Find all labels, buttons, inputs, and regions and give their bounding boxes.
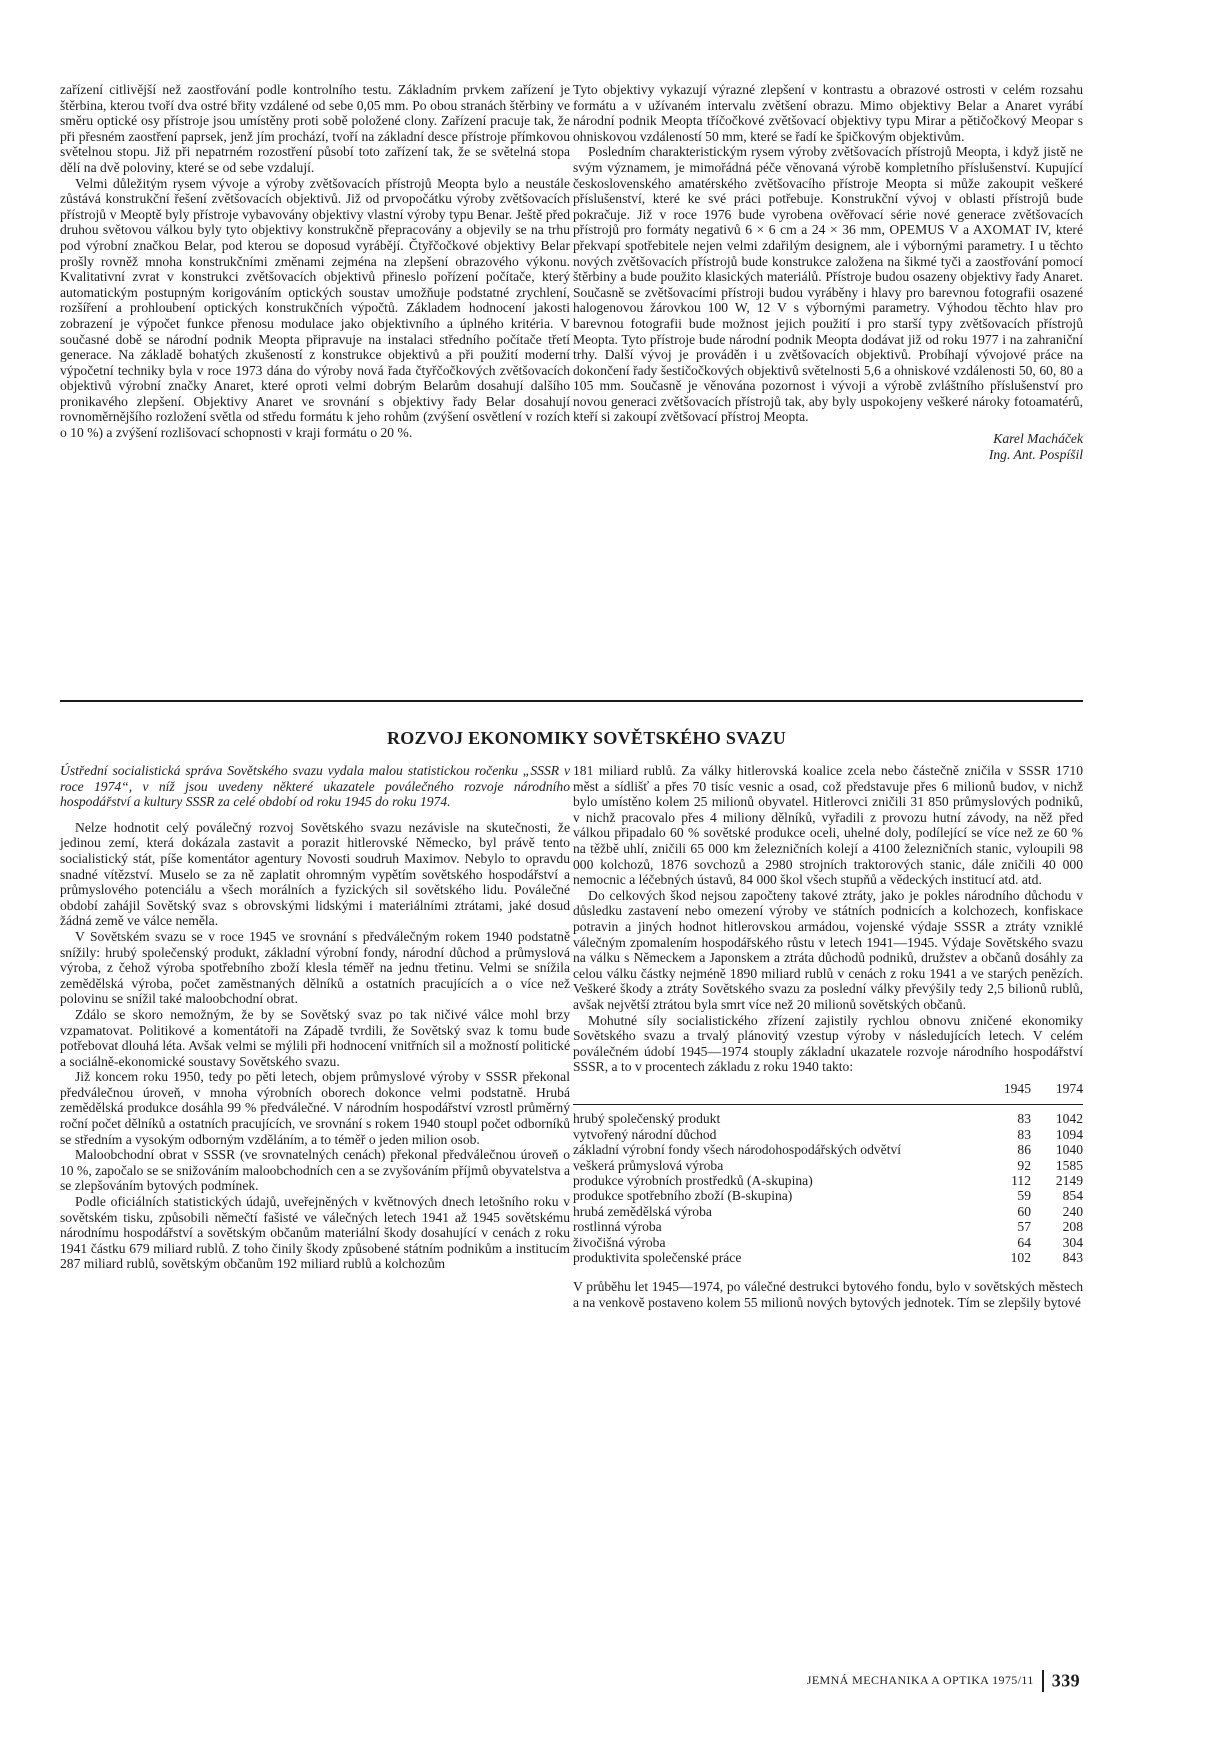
row-label: základní výrobní fondy všech národohospodářských odvětví xyxy=(573,1142,902,1158)
table-row xyxy=(573,1173,1083,1188)
value-1974: 208 xyxy=(1062,1219,1083,1235)
value-1945: 59 xyxy=(1017,1188,1031,1204)
statistics-table xyxy=(573,1081,1083,1265)
value-1974: 1585 xyxy=(1055,1157,1083,1173)
value-1974: 2149 xyxy=(1055,1172,1083,1188)
table-row xyxy=(573,1158,1083,1173)
table-header-1974: 1974 xyxy=(1031,1081,1083,1105)
article-lead: Ústřední socialistická správa Sovětského svazu vydala malou statistickou ročenku „SSSR v roce 1974“, v níž jsou uvedeny některé ukazatele poválečného rozvoje národního hospodářství a kultury SSSR za celé období od roku 1945 do roku 1974. xyxy=(60,763,570,810)
table-header-row xyxy=(573,1081,1083,1105)
top-left-column xyxy=(60,82,570,441)
row-label: veškerá průmyslová výroba xyxy=(573,1157,724,1173)
value-1945: 92 xyxy=(1017,1157,1031,1173)
top-right-column xyxy=(573,82,1083,462)
page-number: 339 xyxy=(1051,1670,1080,1691)
paragraph: Mohutné síly socialistického zřízení zajistily rychlou obnovu zničené ekonomiky Sovětského svazu a trvalý plánovitý vzestup výroby v následujících letech. V celém poválečném údobí 1945—1974 stouply základní ukazatele rozvoje národního hospodářství SSSR, a to v procentech základu z roku 1940 takto: xyxy=(573,1012,1083,1075)
footer-divider xyxy=(1042,1670,1044,1692)
paragraph: Tyto objektivy vykazují výrazné zlepšení v kontrastu a obrazové ostrosti v celém rozsahu formátu a v užívaném intervalu zvětšení obrazu. Mimo objektivy Belar a Anaret vyrábí národní podnik Meopta tříčočkové zvětšovací objektivy typu Mirar a pětičočkový Meopar s ohniskovou vzdáleností 50 mm, které se řadí ke špičkovým objektivům. xyxy=(573,82,1083,144)
value-1974: 1040 xyxy=(1055,1142,1083,1158)
paragraph: Posledním charakteristickým rysem výroby zvětšovacích přístrojů Meopta, i když jistě ne svým významem, je mimořádná péče věnovaná výrobě kompletního příslušenství. Kupující československého amatérského zvětšovacího přístroje Meopta si může zakoupit veškeré příslušenství, které ke své práci potřebuje. Konstrukční vývoj v oblasti přístrojů bude pokračuje. Již v roce 1976 bude vyrobena ověřovací série nové generace zvětšovacích přístrojů pro formáty negativů 6 × 6 cm a 24 × 36 mm, OPEMUS V a AXOMAT IV, které překvapí spotřebitele nejen velmi zdařilým designem, ale i výbornými parametry. I u těchto nových zvětšovacích přístrojů bude konstrukce založena na šikmé tyči a zaostřování pomocí štěrbiny a bude použito klasických materiálů. Přístroje budou osazeny objektivy řady Anaret. Současně se zvětšovacími přístroji budou vyráběny i hlavy pro barevnou fotografii osazené halogenovou žárovkou 100 W, 12 V s výbornými parametry. Výhodou těchto hlav pro barevnou fotografii bude možnost jejich použití i pro starší typy zvětšovacích přístrojů Meopta. Tyto přístroje bude národní podnik Meopta dodávat již od roku 1977 i na zahraniční trhy. Další vývoj je prováděn i u zvětšovacích objektivů. Probíhají vývojové práce na dokončení řady šestičočkových objektivů světelnosti 5,6 a ohniskové vzdálenosti 50, 60, 80 a 105 mm. Současně je věnována pozornost i vývoji a výrobě zvláštního příslušenství pro novou generaci zvětšovacích přístrojů tak, aby byly uspokojeny veškeré nároky fotoamatérů, kteří si zakoupí zvětšovací přístroj Meopta. xyxy=(573,144,1083,425)
table-row xyxy=(573,1188,1083,1203)
value-1945: 60 xyxy=(1017,1203,1031,1219)
section-divider xyxy=(60,700,1083,702)
table-row xyxy=(573,1235,1083,1250)
table-header-1945: 1945 xyxy=(979,1081,1031,1105)
paragraph: Nelze hodnotit celý poválečný rozvoj Sovětského svazu nezávisle na skutečnosti, že jedinou zemí, která dokázala zastavit a porazit hitlerovské Německo, byl právě tento socialistický stát, píše komentátor agentury Novosti soudruh Maximov. Nebylo to opravdu snadné vítězství. Muselo se za ně zaplatit ohromným vypětím sovětského hospodářství a průmyslového potenciálu a všech morálních a fyzických sil sovětského lidu. Poválečné období zahájil Sovětský svaz s obrovskými lidskými i materiálními ztrátami, jaké dosud žádná země ve válce neměla. xyxy=(60,819,570,929)
paragraph: Zdálo se skoro nemožným, že by se Sovětský svaz po tak ničivé válce mohl brzy vzpamatovat. Politikové a komentátoři na Západě tvrdili, že Sovětský svaz k tomu bude potřebovat dlouhá léta. Avšak velmi se mýlili při hodnocení vnitřních sil a možností politické a sociálně-ekonomické soustavy Sovětského svazu. xyxy=(60,1006,570,1069)
value-1945: 57 xyxy=(1017,1219,1031,1235)
value-1945: 83 xyxy=(1017,1126,1031,1142)
page-footer xyxy=(720,1670,1080,1692)
row-label: produkce spotřebního zboží (B-skupina) xyxy=(573,1188,793,1204)
value-1945: 83 xyxy=(1017,1111,1031,1127)
value-1974: 1094 xyxy=(1055,1126,1083,1142)
value-1945: 64 xyxy=(1017,1234,1031,1250)
value-1974: 843 xyxy=(1062,1249,1083,1265)
table-row xyxy=(573,1204,1083,1219)
value-1974: 304 xyxy=(1062,1234,1083,1250)
paragraph: Maloobchodní obrat v SSSR (ve srovnatelných cenách) překonal předválečnou úroveň o 10 %, započalo se se snižováním maloobchodních cen a se zvyšováním příjmů obyvatelstva a se zlepšováním bytových podmínek. xyxy=(60,1147,570,1194)
author-name: Karel Macháček xyxy=(993,431,1083,447)
table-row xyxy=(573,1250,1083,1265)
table-row xyxy=(573,1105,1083,1127)
paragraph: 181 miliard rublů. Za války hitlerovská koalice zcela nebo částečně zničila v SSSR 1710 měst a sídlišť a přes 70 tisíc vesnic a osad, což představuje přes 6 milionů budov, v nichž bylo umístěno kolem 25 milionů obyvatel. Hitlerovci zničili 31 850 průmyslových podniků, v nichž pracovalo přes 4 miliony dělníků, vyřadili z provozu hutní závody, na něž před válkou připadalo 60 % sovětské produkce oceli, uhelné doly, podílející se více než ze 60 % na těžbě uhlí, zničili 65 000 km železničních kolejí a 4100 železničních stanic, vyloupili 98 000 kolchozů, 1876 sovchozů a 2980 strojních traktorových stanic, dále zničili 40 000 nemocnic a léčebných ústavů, 84 000 škol všech stupňů a vědeckých institucí atd. atd. xyxy=(573,763,1083,888)
paragraph: Podle oficiálních statistických údajů, uveřejněných v květnových dnech letošního roku v sovětském tisku, způsobili němečtí fašisté ve válečných letech 1941 až 1945 sovětskému národnímu hospodářství a sovětským občanům materiální škody dosahující v cenách z roku 1941 částku 679 miliard rublů. Z toho činily škody způsobené státním podnikům a institucím 287 miliard rublů, sovětským občanům 192 miliard rublů a kolchozům xyxy=(60,1194,570,1272)
row-label: hrubá zemědělská výroba xyxy=(573,1203,712,1219)
value-1974: 1042 xyxy=(1055,1111,1083,1127)
paragraph: Již koncem roku 1950, tedy po pěti letech, objem průmyslové výroby v SSSR překonal předválečnou úroveň, v mnoha výrobních oborech dokonce velmi podstatně. Hrubá zemědělská produkce dosáhla 99 % předválečné. V národním hospodářství vzrostl průměrný roční počet dělníků a ostatních pracujících, ve srovnání s rokem 1940 stoupl počet odborníků se středním a vysokým odborným vzděláním, a to téměř o jeden milion osob. xyxy=(60,1069,570,1147)
value-1974: 854 xyxy=(1062,1188,1083,1204)
table-row xyxy=(573,1142,1083,1157)
bottom-right-column xyxy=(573,763,1083,1311)
value-1945: 102 xyxy=(1010,1249,1031,1265)
bottom-left-column xyxy=(60,763,570,1272)
journal-title: JEMNÁ MECHANIKA A OPTIKA 1975/11 xyxy=(806,1672,1034,1687)
row-label: produktivita společenské práce xyxy=(573,1249,742,1265)
row-label: vytvořený národní důchod xyxy=(573,1126,717,1142)
paragraph: zařízení citlivější než zaostřování podle kontrolního testu. Základním prvkem zařízení je štěrbina, kterou tvoří dva ostré břity vzdálené od sebe 0,05 mm. Po obou stranách štěrbiny ve směru optické osy přístroje jsou umístěny proti sobě položené clony. Zařízení pracuje tak, že při přesném zaostření paprsek, jenž jím prochází, tvoří na základní desce přístroje přímkovou světelnou stopu. Již při nepatrném rozostření působí toto zařízení tak, že se světelná stopa dělí na dvě poloviny, které se od sebe vzdalují. xyxy=(60,82,570,175)
paragraph: V Sovětském svazu se v roce 1945 ve srovnání s předválečným rokem 1940 podstatně snížily: hrubý společenský produkt, základní výrobní fondy, národní důchod a průmyslová výroba, z čehož výroba spotřebního zboží klesla téměř na jednu třetinu. Velmi se snížila zemědělská výroba, počet zaměstnaných dělníků a ostatních pracujících a o více než polovinu se snížil také maloobchodní obrat. xyxy=(60,928,570,1007)
paragraph: V průběhu let 1945—1974, po válečné destrukci bytového fondu, bylo v sovětských městech a na venkově postaveno kolem 55 milionů nových bytových jednotek. Tím se zlepšily bytové xyxy=(573,1279,1083,1310)
table-row xyxy=(573,1127,1083,1142)
value-1945: 86 xyxy=(1017,1142,1031,1158)
paragraph: Do celkových škod nejsou započteny takové ztráty, jako je pokles národního důchodu v důsledku zastavení nebo omezení výroby ve státních podnicích a kolchozech, konfiskace potravin a jiných hodnot hitlerovskou armádou, vojenské výdaje SSSR a ztráty vzniklé válečným zpomalením hospodářského růstu v letech 1941—1945. Výdaje Sovětského svazu na válku s Německem a Japonskem a ztráta důchodů podniků, družstev a občanů dosáhly za celou válku částky nejméně 1890 miliard rublů v cenách z roku 1941 a ve starých penězích. Veškeré škody a ztráty Sovětského svazu za poslední války převýšily tedy 2,5 bilionů rublů, avšak největší ztrátou byla smrt více než 20 milionů sovětských občanů. xyxy=(573,887,1083,1012)
row-label: rostlinná výroba xyxy=(573,1219,662,1235)
table-header-label xyxy=(573,1081,979,1105)
article-headline: ROZVOJ EKONOMIKY SOVĚTSKÉHO SVAZU xyxy=(386,728,787,748)
value-1974: 240 xyxy=(1062,1203,1083,1219)
paragraph: Velmi důležitým rysem vývoje a výroby zvětšovacích přístrojů Meopta bylo a neustále zůstává konstrukční řešení zvětšovacích objektivů. Již od prvopočátku výroby zvětšovacích přístrojů v Meoptě byly přístroje vybavovány objektivy vlastní výroby typu Benar. Ještě před druhou světovou válkou byly tyto objektivy konstrukčně přepracovány a objevily se na trhu pod výrobní značkou Belar, pod kterou se doposud vyrábějí. Čtyřčočkové objektivy Belar prošly rovněž mnoha konstrukčními změnami zejména na zlepšení obrazového výkonu. Kvalitativní zvrat v konstrukci zvětšovacích objektivů přineslo pořízení počítače, který automatickým postupným korigováním optických soustav umožňuje podstatné zrychlení, rozšíření a prohloubení optických konstrukčních výpočtů. Základem hodnocení jakosti zobrazení je výpočet funkce přenosu modulace jako objektivního a úplného kritéria. V současné době se národní podnik Meopta připravuje na instalaci středního počítače třetí generace. Na základě bohatých zkušeností z konstrukce objektivů a při použití moderní výpočetní techniky byla v roce 1973 dána do výroby nová řada čtyřčočkových zvětšovacích objektivů výrobní značky Anaret, které oproti velmi dobrým Belarům dosahují dalšího pronikavého zlepšení. Objektivy Anaret ve srovnání s objektivy řady Belar dosahují rovnoměrnějšího rozložení světla od středu formátu k jeho rohům (zvýšení osvětlení v rozích o 10 %) a zvýšení rozlišovací schopnosti v kraji formátu o 20 %. xyxy=(60,175,570,441)
table-row xyxy=(573,1219,1083,1234)
value-1945: 112 xyxy=(1011,1172,1031,1188)
row-label: živočišná výroba xyxy=(573,1234,666,1250)
row-label: hrubý společenský produkt xyxy=(573,1111,721,1127)
author-name: Ing. Ant. Pospíšil xyxy=(988,446,1083,462)
row-label: produkce výrobních prostředků (A-skupina) xyxy=(573,1172,813,1188)
